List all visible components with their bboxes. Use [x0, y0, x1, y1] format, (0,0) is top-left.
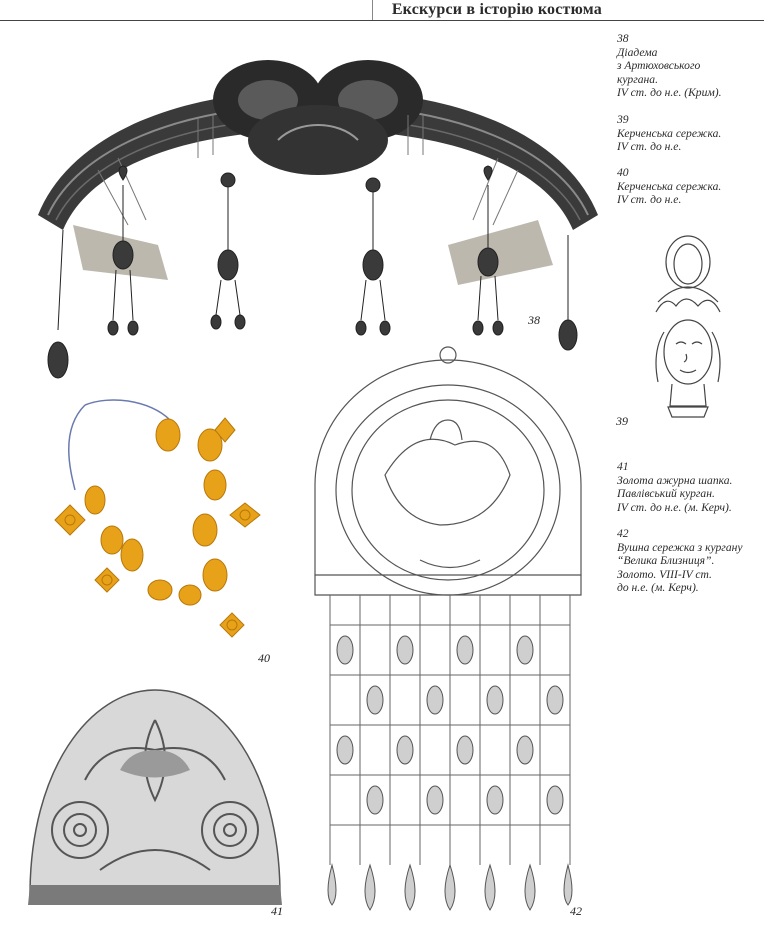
- caption-38: [617, 32, 762, 100]
- caption-38-line: IV ст. до н.е. (Крим).: [617, 86, 722, 99]
- caption-42: [617, 527, 762, 595]
- caption-41-line: Золота ажурна шапка.: [617, 473, 733, 487]
- header-divider: [372, 0, 381, 20]
- caption-39-line: IV ст. до н.е.: [617, 140, 682, 153]
- caption-42-line: “Велика Близниця”.: [617, 554, 715, 567]
- header-rule: [0, 20, 764, 21]
- earring-40-image: [40, 390, 280, 660]
- earring-39-image: [628, 232, 752, 422]
- caption-40-number: 40: [617, 166, 629, 179]
- diadem-image: [28, 30, 608, 390]
- caption-38-line: кургана.: [617, 72, 658, 86]
- caption-39: [617, 113, 762, 154]
- caption-41-line: IV ст. до н.е. (м. Керч).: [617, 500, 732, 514]
- caption-41: [617, 460, 762, 514]
- plate-number-42: 42: [570, 904, 582, 918]
- caption-40-line: Керченська сережка.: [617, 179, 722, 193]
- caption-42-line: до н.е. (м. Керч).: [617, 581, 699, 594]
- caption-41-line: Павлівський курган.: [617, 487, 715, 500]
- plate-number-39: 39: [616, 414, 628, 428]
- plate-number-38: 38: [528, 313, 540, 327]
- page-title: Екскурси в історію костюма: [391, 1, 602, 18]
- caption-39-number: 39: [617, 113, 629, 126]
- caption-38-line: Діадема: [617, 45, 658, 59]
- caption-40-line: IV ст. до н.е.: [617, 193, 682, 206]
- caption-41-number: 41: [617, 460, 629, 473]
- caption-39-line: Керченська сережка.: [617, 126, 722, 140]
- caption-42-line: Вушна сережка з кургану: [617, 540, 743, 554]
- plate-number-40: 40: [258, 651, 270, 665]
- plate-number-41: 41: [271, 904, 283, 918]
- caption-38-number: 38: [617, 32, 629, 45]
- caption-38-line: з Артюховського: [617, 59, 701, 72]
- cap-41-image: [20, 680, 290, 920]
- earring-42-image: [300, 345, 600, 920]
- caption-42-number: 42: [617, 527, 629, 540]
- page-header: [0, 0, 764, 22]
- caption-42-line: Золото. VIII-IV ст.: [617, 567, 712, 581]
- caption-40: [617, 166, 762, 207]
